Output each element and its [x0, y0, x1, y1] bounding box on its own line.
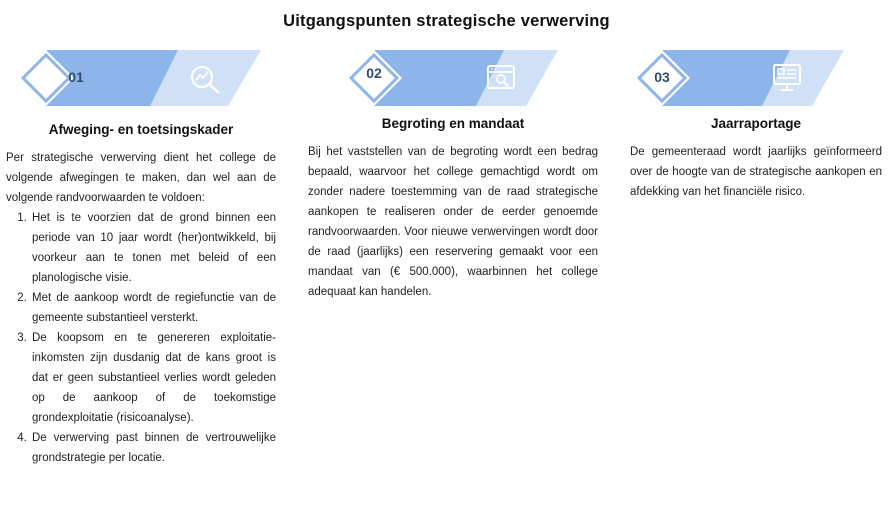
- column-title: Begroting en mandaat: [381, 116, 525, 131]
- column-title: Jaarraportage: [710, 116, 802, 131]
- list-item: 1. Het is te voorzien dat de grond binnen een periode van 10 jaar wordt (her)ontwikkeld, bij voorkeur aan te tonen met beleid of een planologische visie.: [30, 208, 276, 288]
- column-body: Bij het vaststellen van de begroting wordt een bedrag bepaald, waarvoor het college gemachtigd wordt om zonder nadere toestemming van de raad strategische aankopen te realiseren onder de eerder genoemde randvoorwaarden. Voor nieuwe verwervingen wordt door de raad (jaarlijks) een reservering gemaakt voor een mandaat van (€ 500.000), waarbinnen het college adequaat kan handelen.: [308, 146, 598, 298]
- column-begroting: [308, 48, 598, 302]
- monitor-report-icon: [772, 63, 804, 98]
- step-banner: [308, 48, 598, 108]
- magnifier-chart-icon: [188, 63, 222, 100]
- browser-search-icon: [486, 63, 518, 98]
- list-item: 3. De koopsom en te genereren exploitatie-inkomsten zijn dusdanig dat de kans groot is dat er geen substantieel verlies wordt geleden op de aankoop of de toekomstige grondexploitatie (risicoanalyse).: [30, 328, 276, 428]
- step-number: 03: [654, 69, 670, 85]
- banner-shape: [308, 48, 598, 108]
- column-afweging: [6, 48, 276, 468]
- column-jaarraportage: [630, 48, 882, 202]
- intro-text: Per strategische verwerving dient het college de volgende afwegingen te maken, dan wel aan de volgende randvoorwaarden te voldoen:: [6, 152, 276, 204]
- list-item: 4. De verwerving past binnen de vertrouwelijke grondstrategie per locatie.: [30, 428, 276, 468]
- step-number: 02: [366, 65, 382, 81]
- list-item: 2. Met de aankoop wordt de regiefunctie van de gemeente substantieel versterkt.: [30, 288, 276, 328]
- column-body: De gemeenteraad wordt jaarlijks geïnformeerd over de hoogte van de strategische aankopen en afdekking van het financiële risico.: [630, 146, 882, 198]
- step-number: 01: [68, 69, 84, 85]
- banner-shape: [6, 48, 276, 108]
- page-title: Uitgangspunten strategische verwerving: [283, 12, 610, 30]
- step-banner: [6, 48, 276, 108]
- column-body: [6, 148, 276, 468]
- requirements-list: [6, 208, 276, 468]
- step-banner: [630, 48, 882, 108]
- column-title: Afweging- en toetsingskader: [48, 122, 234, 137]
